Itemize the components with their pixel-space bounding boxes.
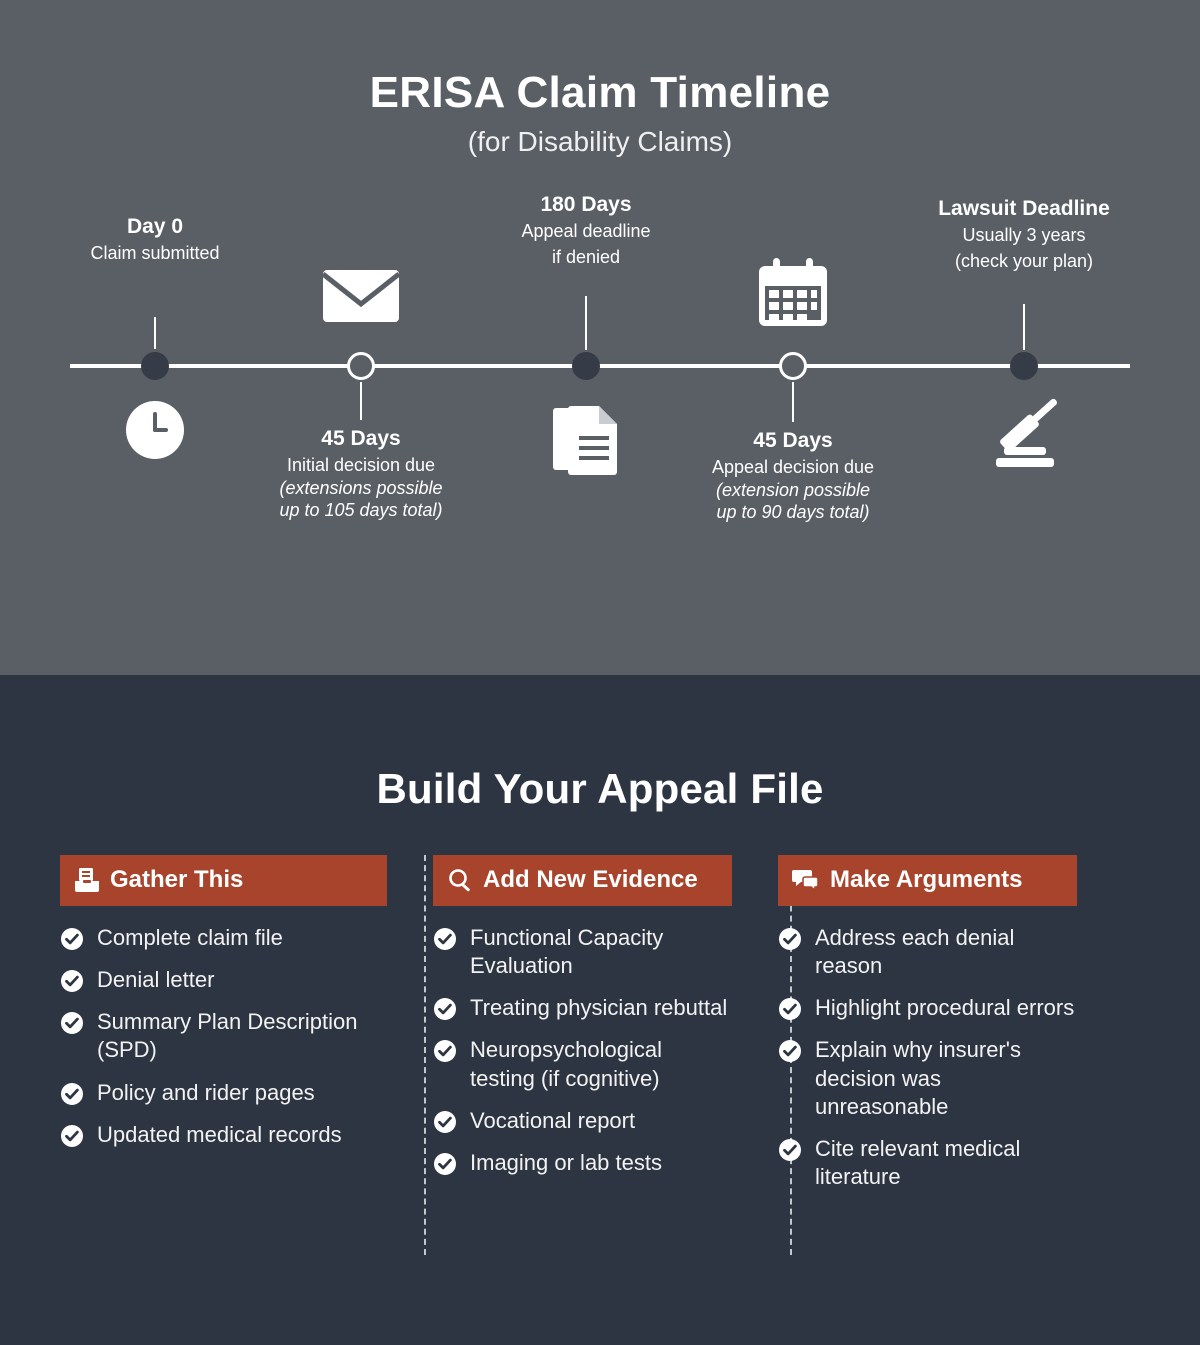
check-icon <box>433 1152 457 1176</box>
list-item[interactable] <box>60 1121 387 1149</box>
label-title-45-days-appeal: 45 Days <box>753 429 833 453</box>
label-desc-day-0: Claim submitted <box>90 243 220 264</box>
speech-bubbles-icon <box>792 867 820 893</box>
label-title-lawsuit-deadline: Lawsuit Deadline <box>938 197 1110 221</box>
check-icon <box>60 927 84 951</box>
stem-lawsuit-deadline <box>1023 304 1025 350</box>
calendar-icon <box>755 256 831 335</box>
stem-180-days <box>585 296 587 350</box>
appeal-columns <box>0 855 1200 1205</box>
check-icon <box>778 997 802 1021</box>
column-header-gather-this[interactable] <box>60 855 387 906</box>
check-icon <box>433 997 457 1021</box>
check-icon <box>60 1082 84 1106</box>
list-item[interactable] <box>60 1008 387 1064</box>
clock-icon <box>124 399 186 466</box>
timeline-node-lawsuit-deadline[interactable] <box>1010 352 1038 380</box>
timeline-node-180-days[interactable] <box>572 352 600 380</box>
label-desc1-180-days: Appeal deadline <box>521 221 651 242</box>
check-icon <box>433 927 457 951</box>
check-icon <box>433 1039 457 1063</box>
column-header-label-1: Gather This <box>110 866 244 893</box>
list-item-label: Functional Capacity Evaluation <box>470 925 664 979</box>
label-desc2-180-days: if denied <box>551 246 621 267</box>
list-item[interactable] <box>778 1036 1077 1120</box>
list-item[interactable] <box>433 924 732 980</box>
list-item[interactable] <box>778 994 1077 1022</box>
timeline-label-180-days <box>456 192 716 268</box>
list-item-label: Explain why insurer's decision was unreasonable <box>815 1037 1021 1119</box>
timeline-label-45-days-initial <box>231 426 491 522</box>
stem-day-0 <box>154 317 156 349</box>
checklist-gather-this <box>60 924 387 1149</box>
label-title-day-0: Day 0 <box>126 215 184 239</box>
checklist-make-arguments <box>778 924 1077 1191</box>
list-item-label: Highlight procedural errors <box>815 995 1075 1021</box>
list-item[interactable] <box>433 994 732 1022</box>
title-block <box>0 0 1200 158</box>
timeline-graphic <box>0 184 1200 604</box>
list-item-label: Vocational report <box>470 1107 636 1133</box>
documents-icon <box>549 402 623 483</box>
list-item[interactable] <box>60 924 387 952</box>
column-header-label-3: Make Arguments <box>830 866 1023 893</box>
column-make-arguments <box>750 855 1095 1205</box>
appeal-title: Build Your Appeal File <box>376 765 824 812</box>
magnifier-icon <box>447 867 473 893</box>
list-item-label: Neuropsychological testing (if cognitive) <box>470 1037 662 1091</box>
stem-45-days-initial <box>360 382 362 420</box>
list-item-label: Summary Plan Description (SPD) <box>97 1009 358 1063</box>
label-desc1-lawsuit-deadline: Usually 3 years <box>962 225 1086 246</box>
label-desc-45-days-initial: Initial decision due <box>286 455 436 476</box>
list-item-label: Policy and rider pages <box>97 1079 315 1105</box>
page-subtitle: (for Disability Claims) <box>467 126 733 158</box>
timeline-label-day-0 <box>25 214 285 265</box>
stem-45-days-appeal <box>792 382 794 422</box>
check-icon <box>60 1011 84 1035</box>
page-title: ERISA Claim Timeline <box>369 68 831 117</box>
column-add-new-evidence <box>405 855 750 1205</box>
label-note1-45-days-initial: (extensions possible <box>279 477 443 498</box>
list-item-label: Imaging or lab tests <box>470 1149 662 1175</box>
timeline-node-45-days-appeal[interactable] <box>779 352 807 380</box>
label-title-45-days-initial: 45 Days <box>321 427 401 451</box>
list-item-label: Updated medical records <box>97 1121 342 1147</box>
check-icon <box>778 1039 802 1063</box>
column-header-label-2: Add New Evidence <box>483 866 698 893</box>
appeal-section <box>0 675 1200 1345</box>
timeline-node-day-0[interactable] <box>141 352 169 380</box>
check-icon <box>778 927 802 951</box>
timeline-label-45-days-appeal <box>663 428 923 524</box>
list-item-label: Cite relevant medical literature <box>815 1135 1021 1190</box>
timeline-node-45-days-initial[interactable] <box>347 352 375 380</box>
envelope-icon <box>321 264 401 331</box>
label-title-180-days: 180 Days <box>540 193 632 217</box>
label-desc2-lawsuit-deadline: (check your plan) <box>954 250 1094 271</box>
list-item[interactable] <box>433 1107 732 1135</box>
list-item-label: Treating physician rebuttal <box>470 995 728 1021</box>
label-desc-45-days-appeal: Appeal decision due <box>711 457 875 478</box>
list-item[interactable] <box>433 1036 732 1092</box>
check-icon <box>778 1138 802 1162</box>
list-item[interactable] <box>433 1149 732 1177</box>
list-item-label: Complete claim file <box>97 925 283 950</box>
gavel-icon <box>976 396 1072 481</box>
list-item[interactable] <box>60 966 387 994</box>
label-note1-45-days-appeal: (extension possible <box>715 479 871 500</box>
list-item[interactable] <box>778 924 1077 980</box>
timeline-label-lawsuit-deadline <box>894 196 1154 272</box>
timeline-axis <box>70 364 1130 368</box>
list-item[interactable] <box>60 1079 387 1107</box>
check-icon <box>433 1110 457 1134</box>
column-header-add-new-evidence[interactable] <box>433 855 732 906</box>
checklist-add-new-evidence <box>433 924 732 1177</box>
check-icon <box>60 969 84 993</box>
check-icon <box>60 1124 84 1148</box>
list-item-label: Denial letter <box>97 967 215 993</box>
label-note2-45-days-initial: up to 105 days total) <box>279 500 443 521</box>
column-header-make-arguments[interactable] <box>778 855 1077 906</box>
list-item-label: Address each denial reason <box>815 925 1015 979</box>
list-item[interactable] <box>778 1135 1077 1191</box>
column-gather-this <box>60 855 405 1205</box>
label-note2-45-days-appeal: up to 90 days total) <box>716 502 870 523</box>
file-box-icon <box>74 867 100 893</box>
